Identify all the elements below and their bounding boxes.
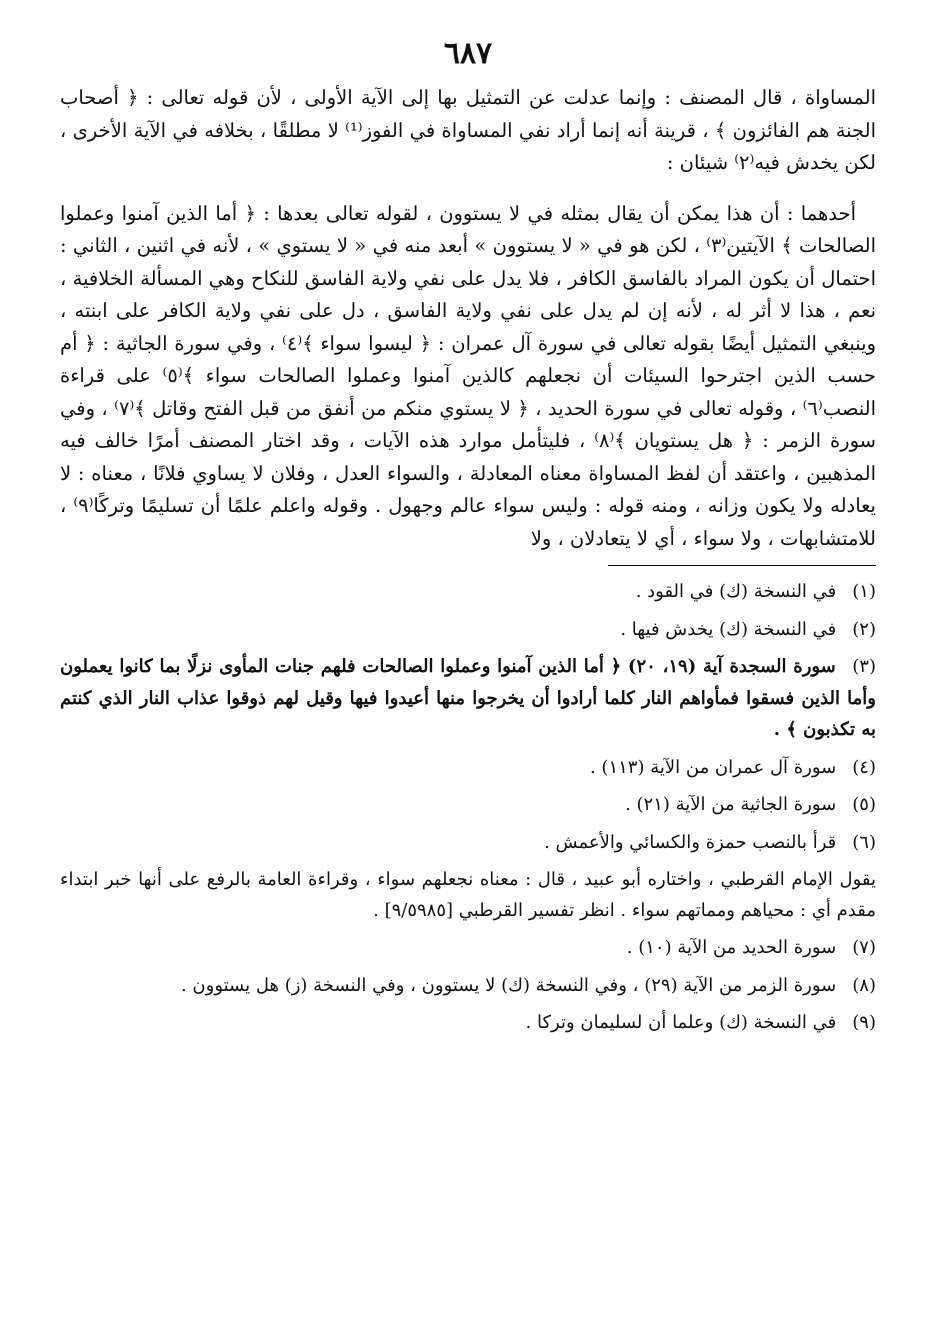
footnote-number: (٨): [852, 974, 876, 996]
footnote-number: (٧): [852, 937, 876, 958]
footnote-item: [60, 752, 876, 784]
footnote-item: [60, 614, 876, 646]
footnote-text: في النسخة (ك) يخدش فيها .: [620, 618, 837, 640]
footnote-item: [60, 576, 876, 608]
footnote-text: سورة آل عمران من الآية (١١٣) .: [589, 756, 837, 778]
footnote-text: في النسخة (ك) في القود .: [635, 581, 837, 602]
footnote-item: [60, 970, 876, 1002]
footnote-text: في النسخة (ك) وعلما أن لسليمان وتركا .: [525, 1012, 837, 1033]
footnote-continuation: [60, 864, 876, 926]
footnote-number: (٥): [852, 794, 876, 815]
footnote-number: (٣): [852, 656, 876, 677]
footnote-number: (١): [852, 581, 876, 602]
footnote-text: سورة الزمر من الآية (٢٩) ، وفي النسخة (ك) لا يستوون ، وفي النسخة (ز) هل يستوون .: [180, 974, 837, 996]
page-number: ٦٨٧: [443, 36, 493, 71]
footnote-text: سورة السجدة آية (١٩، ٢٠) ﴿ أما الذين آمنوا وعملوا الصالحات فلهم جنات المأوى نزلًا بما كانوا يعملون وأما الذين فسقوا فمأواهم النار كلما أرادوا أن يخرجوا منها أعيدوا فيها وقيل لهم ذوقوا عذاب النار الذي كنتم به تكذبون ﴾ .: [60, 656, 876, 740]
footnote-number: (٦): [852, 831, 876, 853]
footnote-item: [60, 1007, 876, 1039]
footnote-item: [60, 789, 876, 821]
footnote-number: (٢): [852, 618, 876, 640]
footnote-text: سورة الحديد من الآية (١٠) .: [626, 937, 837, 958]
footnote-item: [60, 932, 876, 964]
footnotes: [60, 576, 876, 1039]
footnote-text: سورة الجاثية من الآية (٢١) .: [625, 794, 837, 815]
footnote-item: [60, 827, 876, 859]
footnote-text: قرأ بالنصب حمزة والكسائي والأعمش .: [544, 831, 837, 853]
footnote-item: [60, 651, 876, 746]
footnote-divider: [608, 565, 876, 566]
footnote-number: (٤): [852, 756, 876, 778]
book-page: [60, 30, 876, 1296]
footnote-number: (٩): [852, 1012, 876, 1033]
main-text: [60, 82, 876, 555]
paragraph: أحدهما : أن هذا يمكن أن يقال بمثله في لا يستوون ، لقوله تعالى بعدها : ﴿ أما الذين آمنوا وعملوا الصالحات ﴾ الآيتين⁽٣⁾ ، لكن هو في « لا يستوون » أبعد منه في « لا يستوي » ، لأنه في اثنين ، الثاني : احتمال أن يكون المراد بالفاسق الكافر ، فلا يدل على نفي ولاية الفاسق للنكاح وهي المسألة الخلافية ، نعم ، هذا لا أثر له ، لأنه إن لم يدل على نفي ولاية الفاسق ، دل على نفي ولاية الكافر على ابنته ، وينبغي التمثيل أيضًا بقوله تعالى في سورة آل عمران : ﴿ ليسوا سواء ﴾⁽٤⁾ ، وفي سورة الجاثية : ﴿ أم حسب الذين اجترحوا السيئات أن نجعلهم كالذين آمنوا وعملوا الصالحات سواء ﴾⁽٥⁾ على قراءة النصب⁽٦⁾ ، وقوله تعالى في سورة الحديد ، ﴿ لا يستوي منكم من أنفق من قبل الفتح وقاتل ﴾⁽٧⁾ ، وفي سورة الزمر : ﴿ هل يستويان ﴾⁽٨⁾ ، فليتأمل موارد هذه الآيات ، وقد اختار المصنف أمرًا خالف فيه المذهبين ، واعتقد أن لفظ المساواة معناه المعادلة ، والسواء العدل ، وفلان لا يساوي فلانًا ، معناه : لا يعادله ولا يكون وزانه ، ومنه قوله : وليس سواء عالم وجهول . وقوله واعلم علمًا أن تسليمًا وتركًا⁽٩⁾ ، للامتشابهات ، ولا سواء ، أي لا يتعادلان ، ولا: [60, 201, 877, 550]
footnote-text: يقول الإمام القرطبي ، واختاره أبو عبيد ، قال : معناه نجعلهم سواء ، وقراءة العامة بالرفع على أنها خبر ابتداء مقدم أي : محياهم ومماتهم سواء . انظر تفسير القرطبي [٩/٥٩٨٥] .: [60, 869, 876, 921]
paragraph: المساواة ، قال المصنف : وإنما عدلت عن التمثيل بها إلى الآية الأولى ، لأن قوله تعالى : ﴿ أصحاب الجنة هم الفائزون ﴾ ، قرينة أنه إنما أراد نفي المساواة في الفوز⁽¹⁾ لا مطلقًا ، بخلافه في الآية الأخرى ، لكن يخدش فيه⁽٢⁾ شيئان :: [60, 86, 876, 174]
